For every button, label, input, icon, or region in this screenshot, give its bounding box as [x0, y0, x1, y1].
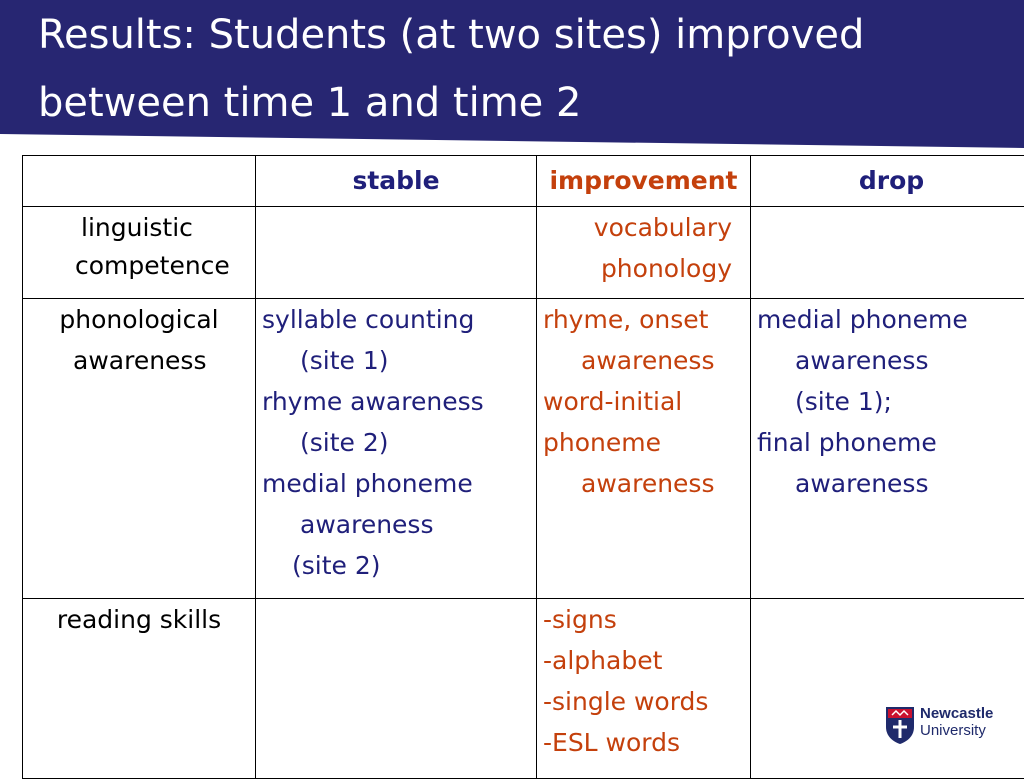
table-row-phonological — [23, 299, 1024, 599]
cell-line: awareness — [757, 463, 1024, 504]
row-label — [23, 207, 256, 299]
table-row-linguistic — [23, 207, 1024, 299]
header-drop: drop — [751, 156, 1024, 207]
cell-line: (site 1) — [262, 340, 530, 381]
cell-line: awareness — [757, 340, 1024, 381]
cell-drop — [751, 299, 1024, 599]
cell-line: final phoneme — [757, 422, 1024, 463]
cell-line: phoneme — [543, 422, 744, 463]
cell-drop — [751, 207, 1024, 299]
table-row-reading — [23, 599, 1024, 779]
university-crest-icon — [884, 705, 916, 745]
cell-line: syllable counting — [262, 299, 530, 340]
row-label-line: reading skills — [29, 599, 249, 640]
row-label — [23, 299, 256, 599]
cell-line: awareness — [543, 463, 744, 504]
cell-line: medial phoneme — [262, 463, 530, 504]
cell-stable — [256, 299, 537, 599]
slide-title-line1: Results: Students (at two sites) improved — [38, 12, 864, 58]
header-empty — [23, 156, 256, 207]
results-table — [22, 155, 1024, 779]
cell-line: -signs — [543, 599, 744, 640]
row-label-line: linguistic — [29, 207, 249, 248]
table-header-row — [23, 156, 1024, 207]
cell-line: word-initial — [543, 381, 744, 422]
header-stable: stable — [256, 156, 537, 207]
row-label-line: phonological — [29, 299, 249, 340]
cell-line: rhyme, onset — [543, 299, 744, 340]
logo-text-university: University — [920, 722, 986, 740]
header-improvement: improvement — [537, 156, 751, 207]
row-label-line: competence — [29, 245, 249, 286]
cell-improvement — [537, 207, 751, 299]
cell-line: (site 2) — [262, 545, 530, 586]
cell-line: awareness — [262, 504, 530, 545]
cell-improvement — [537, 599, 751, 779]
newcastle-university-logo — [884, 705, 1006, 749]
cell-line: (site 1); — [757, 381, 1024, 422]
cell-line: rhyme awareness — [262, 381, 530, 422]
slide-title-line2: between time 1 and time 2 — [38, 80, 581, 126]
cell-line: awareness — [543, 340, 744, 381]
row-label-line: awareness — [29, 340, 249, 381]
cell-stable — [256, 207, 537, 299]
cell-line: -single words — [543, 681, 744, 722]
cell-line: (site 2) — [262, 422, 530, 463]
cell-line: medial phoneme — [757, 299, 1024, 340]
cell-line: phonology — [543, 248, 744, 289]
cell-drop — [751, 599, 1024, 779]
logo-text-newcastle: Newcastle — [920, 705, 993, 723]
row-label — [23, 599, 256, 779]
cell-line: vocabulary — [543, 207, 744, 248]
cell-line: -ESL words — [543, 722, 744, 763]
cell-line: -alphabet — [543, 640, 744, 681]
cell-improvement — [537, 299, 751, 599]
title-banner — [0, 0, 1024, 160]
cell-stable — [256, 599, 537, 779]
